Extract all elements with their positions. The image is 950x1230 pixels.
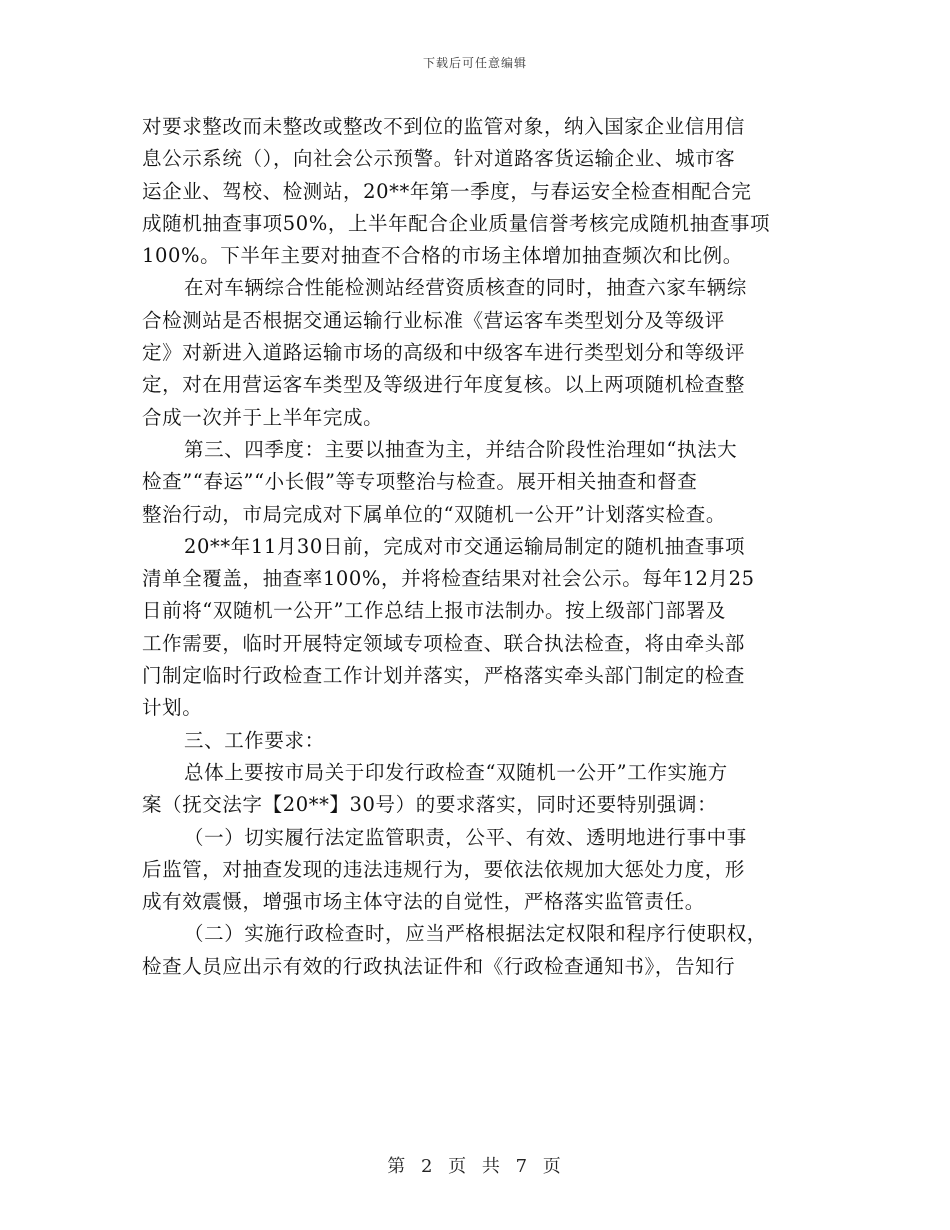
document-body — [142, 111, 808, 983]
paragraph-line: 后监管，对抽查发现的违法违规行为，要依法依规加大惩处力度，形 — [142, 857, 746, 881]
paragraph-line: 第三、四季度：主要以抽查为主，并结合阶段性治理如“执法大 — [184, 437, 738, 461]
paragraph-line: 运企业、驾校、检测站，20**年第一季度，与春运安全检查相配合完 — [142, 179, 752, 203]
paragraph — [142, 918, 808, 983]
paragraph-line: 定》对新进入道路运输市场的高级和中级客车进行类型划分和等级评 — [142, 341, 746, 365]
paragraph-line: 合检测站是否根据交通运输行业标准《营运客车类型划分及等级评 — [142, 308, 725, 332]
paragraph-line: 合成一次并于上半年完成。 — [142, 405, 384, 429]
paragraph-line: 100%。下半年主要对抽查不合格的市场主体增加抽查频次和比例。 — [142, 244, 743, 268]
paragraph — [142, 531, 808, 725]
page-number: 第 2 页 共 7 页 — [387, 1156, 563, 1177]
paragraph-line: 成随机抽查事项50%，上半年配合企业质量信誉考核完成随机抽查事项 — [142, 211, 771, 235]
paragraph-line: 检查人员应出示有效的行政执法证件和《行政检查通知书》，告知行 — [142, 954, 736, 978]
paragraph — [142, 822, 808, 919]
paragraph-line: 对要求整改而未整改或整改不到位的监管对象，纳入国家企业信用信 — [142, 115, 746, 138]
paragraph-line: 总体上要按市局关于印发行政检查“双随机一公开”工作实施方 — [184, 760, 728, 784]
paragraph — [142, 111, 808, 272]
paragraph-line: 计划。 — [142, 696, 203, 720]
paragraph-line: 门制定临时行政检查工作计划并落实，严格落实牵头部门制定的检查 — [142, 664, 746, 688]
paragraph — [142, 725, 808, 757]
paragraph — [142, 272, 808, 433]
paragraph-line: 日前将“双随机一公开”工作总结上报市法制办。按上级部门部署及 — [142, 599, 726, 623]
paragraph-line: 成有效震慑，增强市场主体守法的自觉性，严格落实监管责任。 — [142, 890, 705, 914]
paragraph-line: 20**年11月30日前，完成对市交通运输局制定的随机抽查事项 — [184, 534, 746, 558]
paragraph-line: （一）切实履行法定监管职责，公平、有效、透明地进行事中事 — [184, 825, 747, 849]
paragraph-line: 息公示系统（），向社会公示预警。针对道路客货运输企业、城市客 — [142, 147, 736, 171]
paragraph-line: 清单全覆盖，抽查率100%，并将检查结果对社会公示。每年12月25 — [142, 567, 755, 591]
paragraph-line: 案（抚交法字【20**】30号）的要求落实，同时还要特别强调： — [142, 793, 718, 817]
paragraph-line: 整治行动，市局完成对下属单位的“双随机一公开”计划落实检查。 — [142, 502, 726, 526]
page-header-note: 下载后可任意编辑 — [422, 56, 527, 70]
paragraph — [142, 434, 808, 531]
paragraph-line: 定，对在用营运客车类型及等级进行年度复核。以上两项随机检查整 — [142, 373, 746, 397]
paragraph-line: 检查”“春运”“小长假”等专项整治与检查。展开相关抽查和督查 — [142, 470, 698, 494]
paragraph-line: 工作需要，临时开展特定领域专项检查、联合执法检查，将由牵头部 — [142, 631, 746, 655]
paragraph-line: 在对车辆综合性能检测站经营资质核查的同时，抽查六家车辆综 — [184, 276, 747, 300]
paragraph-line: 三、工作要求： — [184, 728, 325, 752]
paragraph-line: （二）实施行政检查时，应当严格根据法定权限和程序行使职权， — [184, 922, 767, 946]
paragraph — [142, 757, 808, 822]
